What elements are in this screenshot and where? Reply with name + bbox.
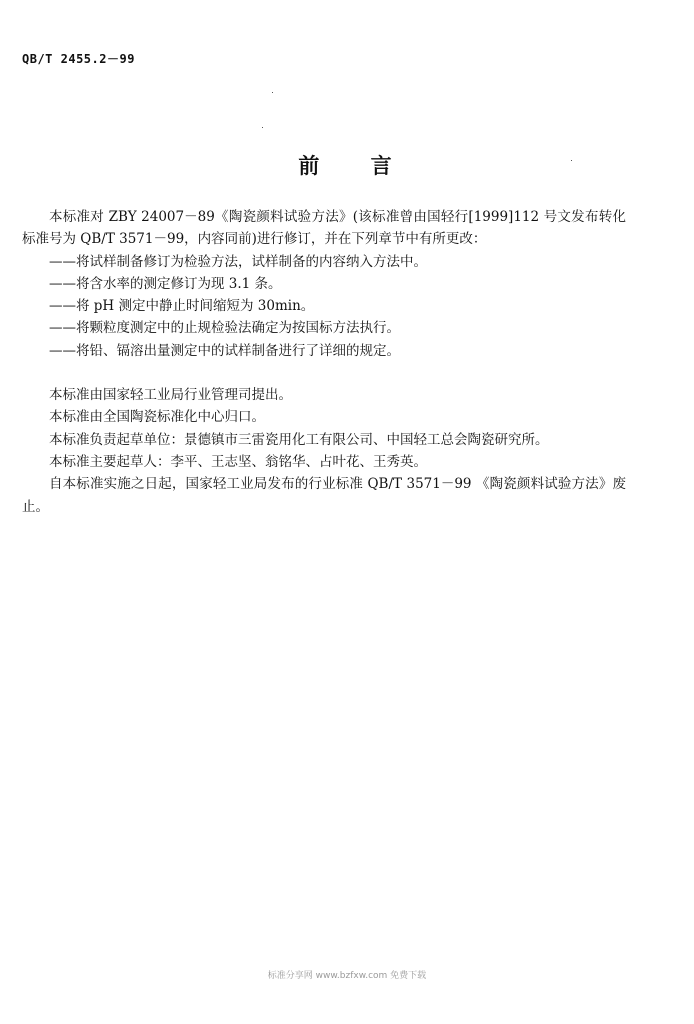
scan-speck [262, 127, 263, 128]
abolition-statement: 自本标准实施之日起，国家轻工业局发布的行业标准 QB/T 3571－99 《陶瓷颜料试验方法》废止。 [22, 476, 626, 515]
intro-paragraph: 本标准对 ZBY 24007－89《陶瓷颜料试验方法》(该标准曾由国轻行[1999]112 号文发布转化标准号为 QB/T 3571－99，内容同前)进行修订，并在下列章节中有所更改： [22, 209, 626, 248]
change-item: ——将 pH 测定中静止时间缩短为 30min。 [49, 298, 315, 315]
foreword-body [22, 206, 626, 518]
paragraph-gap [22, 362, 626, 384]
scan-speck [571, 160, 572, 161]
change-item: ——将含水率的测定修订为现 3.1 条。 [49, 275, 282, 292]
page-title: 前 言 [298, 153, 414, 178]
drafters-statement: 本标准主要起草人：李平、王志坚、翁铭华、占叶花、王秀英。 [49, 453, 427, 470]
drafting-units-statement: 本标准负责起草单位：景德镇市三雷瓷用化工有限公司、中国轻工总会陶瓷研究所。 [49, 431, 549, 448]
responsible-center-statement: 本标准由全国陶瓷标准化中心归口。 [49, 409, 265, 426]
change-item: ——将铅、镉溶出量测定中的试样制备进行了详细的规定。 [49, 342, 400, 359]
proposer-statement: 本标准由国家轻工业局行业管理司提出。 [49, 387, 292, 404]
change-item: ——将试样制备修订为检验方法，试样制备的内容纳入方法中。 [49, 253, 427, 270]
scan-speck [272, 92, 273, 93]
standard-code: QB/T 2455.2－99 [22, 52, 135, 66]
change-item: ——将颗粒度测定中的止规检验法确定为按国标方法执行。 [49, 320, 400, 337]
footer-watermark: 标准分享网 www.bzfxw.com 免费下载 [267, 971, 427, 981]
